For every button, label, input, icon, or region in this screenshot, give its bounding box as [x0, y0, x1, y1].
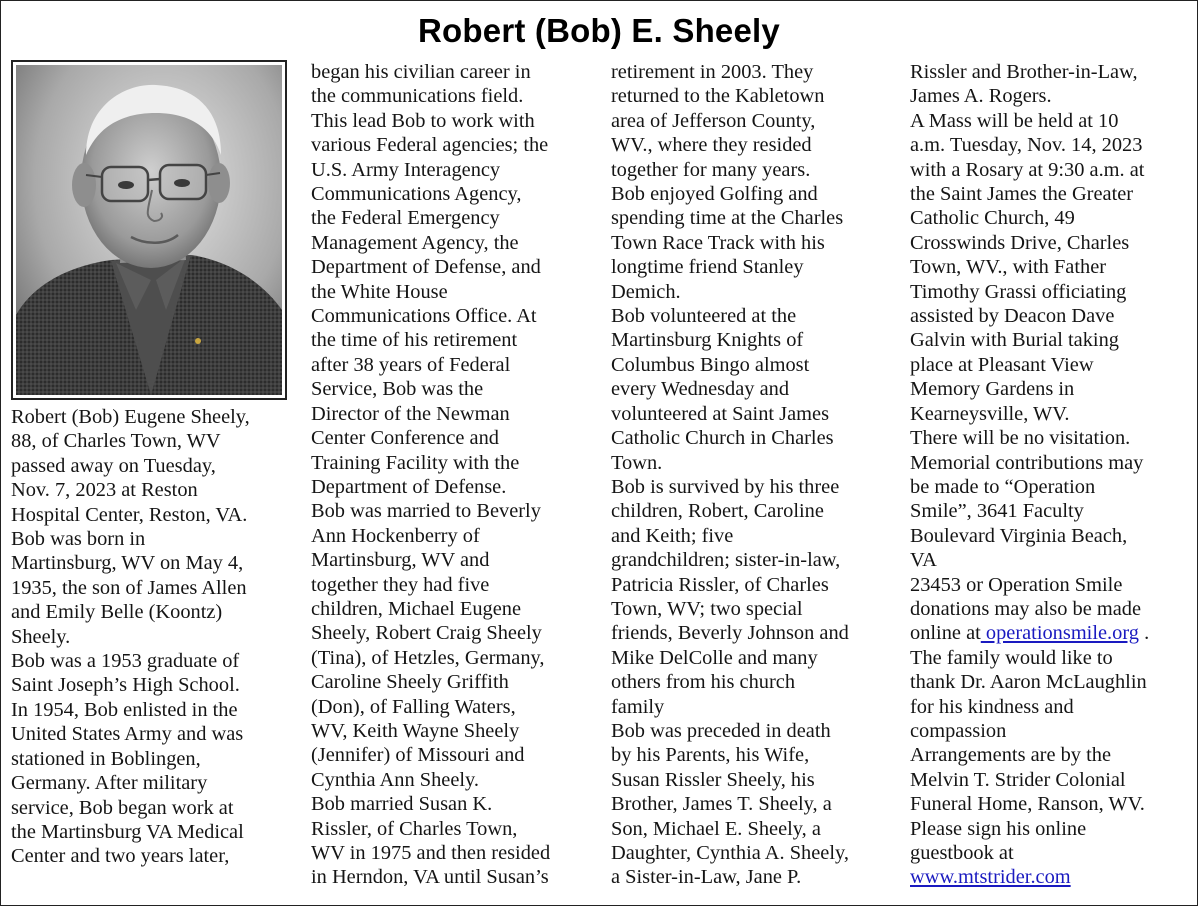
text-line: Crosswinds Drive, Charles	[910, 231, 1130, 254]
text-line: Bob was born in	[11, 528, 146, 551]
text-line: Saint Joseph’s High School.	[11, 674, 240, 697]
text-line: service, Bob began work at	[11, 796, 234, 819]
text-line: a.m. Tuesday, Nov. 14, 2023	[910, 134, 1143, 157]
text-line: thank Dr. Aaron McLaughlin	[910, 671, 1147, 694]
column-2-text	[311, 60, 603, 890]
text-line: the Federal Emergency	[311, 207, 500, 230]
text-line: This lead Bob to work with	[311, 109, 535, 132]
text-line: Bob enjoyed Golfing and	[611, 183, 818, 206]
text-line: Department of Defense.	[311, 475, 507, 498]
text-line: Memorial contributions may	[910, 451, 1144, 474]
text-line: donations may also be made	[910, 597, 1142, 620]
column-3	[611, 60, 901, 890]
text-line: WV., where they resided	[611, 134, 812, 157]
text-line: (Tina), of Hetzles, Germany,	[311, 646, 545, 669]
text-line: United States Army and was	[11, 723, 244, 746]
text-line: Nov. 7, 2023 at Reston	[11, 479, 198, 502]
text-line: Funeral Home, Ranson, WV.	[910, 793, 1145, 816]
text-line: Melvin T. Strider Colonial	[910, 768, 1126, 791]
obituary-title: Robert (Bob) E. Sheely	[418, 12, 780, 49]
column-4-text-b	[910, 646, 1195, 866]
text-line: Robert (Bob) Eugene Sheely,	[11, 406, 250, 428]
column-4	[910, 60, 1195, 890]
text-line: Hospital Center, Reston, VA.	[11, 503, 248, 526]
text-line: Center Conference and	[311, 427, 499, 450]
text-line: Smile”, 3641 Faculty	[910, 500, 1084, 523]
text-line: in Herndon, VA until Susan’s	[311, 866, 549, 889]
text-line: 1935, the son of James Allen	[11, 576, 247, 599]
text-line: area of Jefferson County,	[611, 109, 816, 132]
text-line: 23453 or Operation Smile	[910, 573, 1123, 596]
text-line: Kearneysville, WV.	[910, 402, 1070, 425]
text-line: Columbus Bingo almost	[611, 353, 810, 376]
text-line: a Sister-in-Law, Jane P.	[611, 866, 802, 889]
text-line: Martinsburg, WV on May 4,	[11, 552, 244, 575]
text-line: Town.	[611, 451, 663, 474]
text-line: Bob volunteered at the	[611, 305, 797, 328]
text-line: Caroline Sheely Griffith	[311, 671, 509, 694]
text-line: compassion	[910, 719, 1007, 742]
text-line: Galvin with Burial taking	[910, 329, 1119, 352]
text-line: others from his church	[611, 671, 796, 694]
text-line: Timothy Grassi officiating	[910, 280, 1127, 303]
text-line: began his civilian career in	[311, 61, 531, 83]
text-line: for his kindness and	[910, 695, 1074, 718]
text-line: In 1954, Bob enlisted in the	[11, 698, 238, 721]
text-line: Ann Hockenberry of	[311, 524, 480, 547]
text-line: Director of the Newman	[311, 402, 510, 425]
text-line: and Keith; five	[611, 524, 734, 547]
text-line: Martinsburg, WV and	[311, 549, 490, 572]
text-line: Patricia Rissler, of Charles	[611, 573, 829, 596]
text-line: after 38 years of Federal	[311, 353, 511, 376]
text-line: Sheely, Robert Craig Sheely	[311, 622, 542, 645]
text-line: (Jennifer) of Missouri and	[311, 744, 525, 767]
text-line: WV in 1975 and then resided	[311, 842, 551, 864]
text-line: Son, Michael E. Sheely, a	[611, 817, 821, 840]
text-line: Martinsburg Knights of	[611, 329, 804, 352]
text-line: Mike DelColle and many	[611, 646, 818, 669]
text-line: There will be no visitation.	[910, 427, 1131, 450]
text-line: by his Parents, his Wife,	[611, 744, 810, 767]
text-line: be made to “Operation	[910, 475, 1096, 498]
text-line: Susan Rissler Sheely, his	[611, 768, 815, 791]
text-line: Bob married Susan K.	[311, 793, 493, 816]
operationsmile-link[interactable]: operationsmile.org	[980, 622, 1139, 645]
text-line: the communications field.	[311, 85, 524, 108]
text-line: A Mass will be held at 10	[910, 109, 1119, 132]
text-line: children, Robert, Caroline	[611, 500, 824, 523]
text-line: retirement in 2003. They	[611, 61, 814, 83]
text-line: Germany. After military	[11, 772, 208, 795]
text-line: 88, of Charles Town, WV	[11, 430, 221, 453]
link-line-prefix: online at	[910, 622, 981, 645]
mtstrider-link[interactable]: www.mtstrider.com	[910, 866, 1071, 889]
column-4-text-a	[910, 60, 1195, 621]
text-line: Brother, James T. Sheely, a	[611, 793, 832, 816]
text-line: VA	[910, 549, 937, 572]
portrait-photo-icon	[16, 65, 282, 395]
text-line: the time of his retirement	[311, 329, 518, 352]
text-line: WV, Keith Wayne Sheely	[311, 719, 520, 742]
text-line: Bob was married to Beverly	[311, 500, 541, 523]
text-line: (Don), of Falling Waters,	[311, 695, 516, 718]
text-line: Training Facility with the	[311, 451, 520, 474]
text-line: the Saint James the Greater	[910, 183, 1134, 206]
text-line: and Emily Belle (Koontz)	[11, 601, 223, 624]
text-line: children, Michael Eugene	[311, 597, 522, 620]
text-line: Communications Office. At	[311, 305, 537, 328]
text-line: Catholic Church, 49	[910, 207, 1075, 230]
text-line: Center and two years later,	[11, 845, 230, 868]
text-line: Bob was a 1953 graduate of	[11, 650, 240, 673]
text-line: returned to the Kabletown	[611, 85, 825, 108]
text-line: every Wednesday and	[611, 378, 790, 401]
text-line: Town Race Track with his	[611, 231, 825, 254]
text-line: James A. Rogers.	[910, 85, 1052, 108]
text-line: family	[611, 695, 665, 718]
text-line	[910, 621, 1195, 645]
text-line: Service, Bob was the	[311, 378, 484, 401]
text-line: together for many years.	[611, 158, 811, 181]
text-line: Boulevard Virginia Beach,	[910, 524, 1128, 547]
text-line: stationed in Boblingen,	[11, 747, 201, 770]
text-line: Memory Gardens in	[910, 378, 1075, 401]
text-line: Bob is survived by his three	[611, 475, 840, 498]
text-line: Bob was preceded in death	[611, 719, 831, 742]
link-line-suffix: .	[1138, 622, 1150, 645]
text-line: Catholic Church in Charles	[611, 427, 834, 450]
text-line: Management Agency, the	[311, 231, 519, 254]
text-line: Sheely.	[11, 625, 71, 648]
text-line: Arrangements are by the	[910, 744, 1111, 767]
column-3-text	[611, 60, 901, 890]
text-line: place at Pleasant View	[910, 353, 1094, 376]
text-line: the Martinsburg VA Medical	[11, 820, 244, 843]
text-line: passed away on Tuesday,	[11, 454, 216, 477]
text-line: Please sign his online	[910, 817, 1087, 840]
text-line: The family would like to	[910, 646, 1113, 669]
portrait-frame	[11, 60, 287, 400]
text-line	[910, 865, 1195, 889]
text-line: Town, WV., with Father	[910, 256, 1107, 279]
text-line: Daughter, Cynthia A. Sheely,	[611, 842, 849, 864]
text-line: with a Rosary at 9:30 a.m. at	[910, 158, 1145, 181]
column-1-text	[11, 405, 296, 869]
text-line: Town, WV; two special	[611, 597, 803, 620]
text-line: Department of Defense, and	[311, 256, 541, 279]
text-line: grandchildren; sister-in-law,	[611, 549, 841, 572]
column-2	[311, 60, 603, 890]
text-line: Demich.	[611, 280, 681, 303]
text-line: together they had five	[311, 573, 490, 596]
text-line: U.S. Army Interagency	[311, 158, 501, 181]
text-line: friends, Beverly Johnson and	[611, 622, 849, 645]
text-line: Rissler, of Charles Town,	[311, 817, 518, 840]
column-1	[11, 60, 296, 869]
text-line: Cynthia Ann Sheely.	[311, 768, 480, 791]
text-line: spending time at the Charles	[611, 207, 844, 230]
text-line: guestbook at	[910, 842, 1014, 864]
text-line: longtime friend Stanley	[611, 256, 804, 279]
text-line: various Federal agencies; the	[311, 134, 549, 157]
text-line: Communications Agency,	[311, 183, 522, 206]
text-line: the White House	[311, 280, 448, 303]
text-line: assisted by Deacon Dave	[910, 305, 1115, 328]
text-line: volunteered at Saint James	[611, 402, 830, 425]
text-line: Rissler and Brother-in-Law,	[910, 61, 1138, 83]
